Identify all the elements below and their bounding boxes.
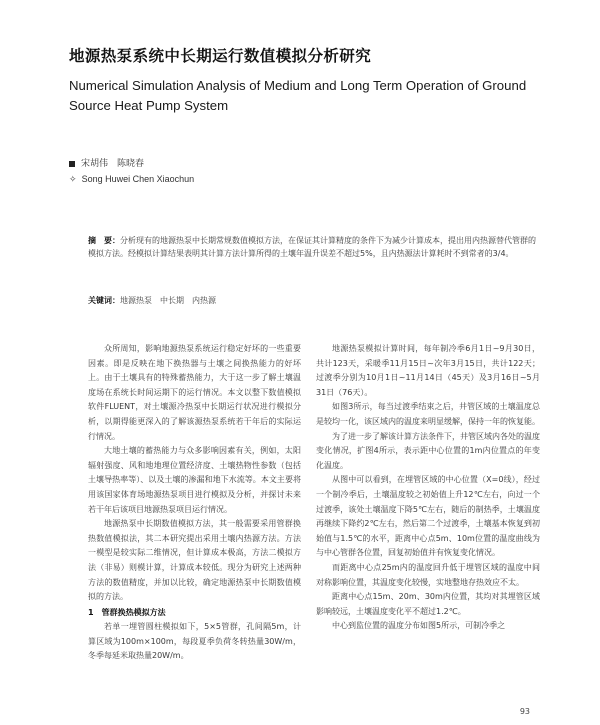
authors-en-names: Song Huwei Chen Xiaochun — [81, 174, 195, 184]
left-column — [88, 342, 301, 664]
authors-en — [69, 174, 194, 185]
paragraph: 为了进一步了解该计算方法条件下，井管区域内各处的温度变化情况，扩图4所示，表示距中心位置的1m内位置点的年变化温度。 — [316, 431, 540, 470]
paragraph: 距离中心点15m、20m、30m内位置，其均对其埋管区域影响较远，土壤温度变化平不超过1.2℃。 — [316, 592, 540, 616]
abstract-text: 分析现有的地源热泵中长期常规数值模拟方法，在保证其计算精度的条件下为减少计算成本，提出用内热源替代管群的模拟方法。经模拟计算结果表明其计算方法计算所得的土壤年温升误差不超过5%，且内热源法计算耗时不到常者的3/4。 — [88, 236, 536, 258]
paragraph: 如图3所示，每当过渡季结束之后，井管区域的土壤温度总是较均一化，该区域内的温度来明显缓解，保持一年的恢复能。 — [316, 402, 540, 426]
paragraph: 众所周知，影响地源热泵系统运行稳定好坏的一些重要因素。即是反映在地下换热器与土壤之间换热能力的好坏上。由于土壤具有的特殊蓄热能力，大于这一步了解土壤温度场在系统长时间运期下的运行情况。本文以整下数值模拟软件FLUENT，对土壤源冷热泵中长期运行状况进行模拟分析，以期得能更深入的了解该源热泵系统若干年后的实际运行情况。 — [88, 344, 301, 441]
abstract — [88, 234, 540, 260]
paragraph: 中心到监位置的温度分布如图5所示，可制冷季之 — [332, 621, 506, 631]
section-heading: 1 管群换热模拟方法 — [88, 607, 166, 617]
keywords — [88, 295, 216, 306]
paragraph: 地源热泵中长期数值模拟方法，其一般需要采用管群换热数值模拟法，其二本研究提出采用土壤内热源方法。方法一模型是较实际二维情况，但计算成本极高，方法二模拟方法（非易）则模计算，计算成本较低。现分为研究上述两种方法的数值精度，并加以比较，确定地源热泵中长期数值模拟的方法。 — [88, 519, 301, 602]
paper-title-en: Numerical Simulation Analysis of Medium and Long Term Operation of Ground Source Heat Pump System — [69, 78, 527, 113]
paragraph: 大地土壤的蓄热能力与众多影响因素有关，例如，太阳辐射强度、风和地地理位置经济度、土壤热物性参数（包括土壤导热率等）、以及土壤的渗漏和地下水流等。本文主要将用该国家体育场地源热泵项目进行模拟及分析，并探讨未来若干年后该项目地源热泵项目运行情况。 — [88, 446, 301, 514]
page-number: 93 — [519, 707, 530, 716]
paper-title-cn: 地源热泵系统中长期运行数值模拟分析研究 — [69, 47, 372, 65]
paragraph: 地源热泵模拟计算时间，每年制冷季6月1日~9月30日，共计123天，采暖季11月15日~次年3月15日，共计122天；过渡季分别为10月1日~11月14日（45天）及3月16日~5月31日（76天）。 — [316, 344, 540, 397]
square-bullet-icon — [69, 161, 75, 167]
paragraph: 从图中可以看到，在埋管区域的中心位置（X=0线），经过一个制冷季后，土壤温度较之初始值上升12℃左右，向过一个过渡季，该处土壤温度下降5℃左右，随后的制热季，土壤温度再继续下降约2℃左右，然后第二个过渡季，土壤基本恢复到初始值与1.5℃的水平，距离中心点5m、10m位置的温度曲线为与中心管群各位置，回复初始值并有恢复变化情况。 — [316, 475, 540, 558]
paragraph: 若单一埋管圆柱模拟如下，5×5管群，孔间隔5m，计算区域为100m×100m，每段夏季负荷冬转热量30W/m，冬季每延米取热量20W/m。 — [88, 622, 301, 661]
paragraph: 而距离中心点25m内的温度回升低于埋管区域的温度中间对称影响位置，其温度变化较慢，实地整地存热效应不太。 — [316, 562, 540, 587]
right-column — [316, 342, 540, 634]
authors-cn — [69, 156, 144, 169]
authors-cn-names: 宋胡伟 陈晓春 — [81, 159, 145, 169]
authors-en-prefix: ✧ — [69, 174, 77, 184]
keywords-text: 地源热泵 中长期 内热源 — [120, 296, 216, 305]
keywords-label: 关键词： — [88, 296, 120, 305]
abstract-label: 摘 要： — [88, 236, 120, 245]
